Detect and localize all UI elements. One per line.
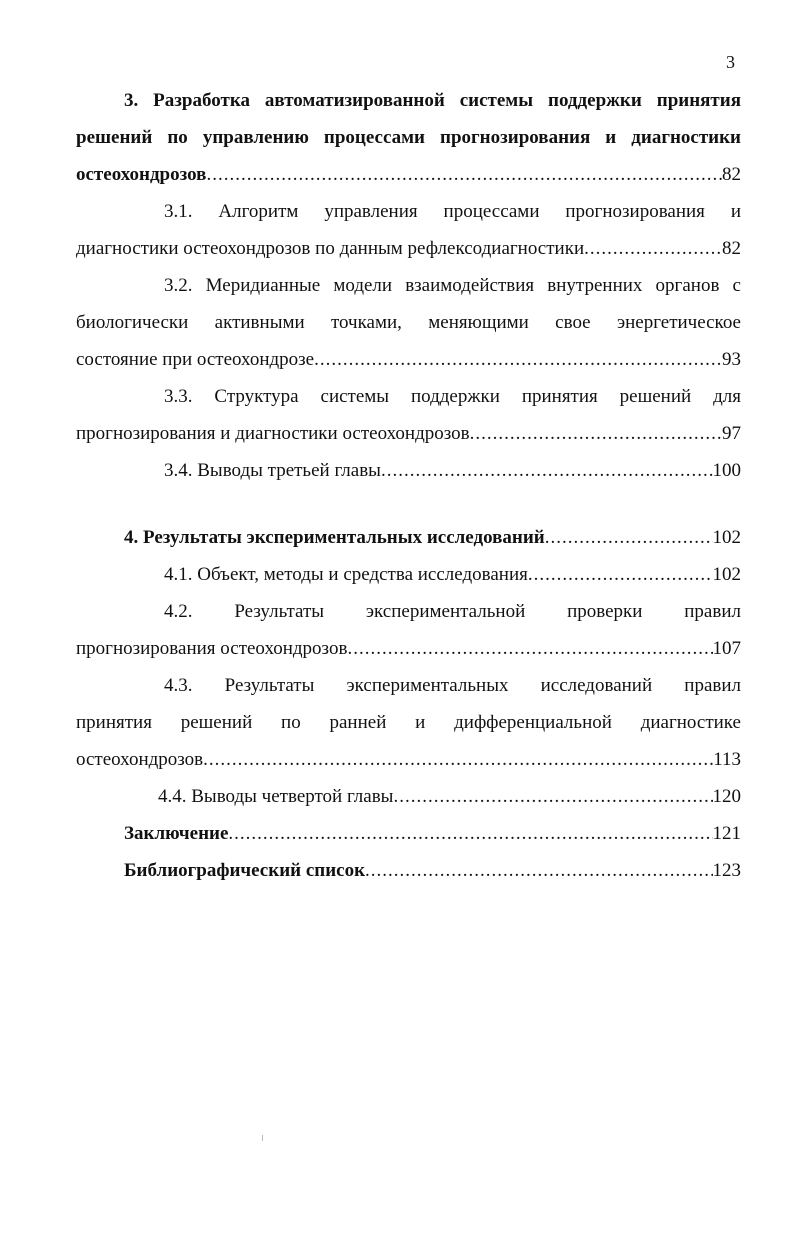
page-number: 3 xyxy=(726,52,735,72)
chapter-4-heading: 4. Результаты экспериментальных исследований xyxy=(124,527,545,548)
section-4-1-label: 4.1. Объект, методы и средства исследования xyxy=(164,564,528,585)
section-3-1-page: 82 xyxy=(722,238,741,259)
section-3-1-line-1: 3.1. Алгоритм управления процессами прогнозирования и xyxy=(164,201,741,222)
chapter-3-heading-entry xyxy=(76,156,741,193)
section-3-3-entry xyxy=(76,415,741,452)
section-3-3-line-1: 3.3. Структура системы поддержки принятия решений для xyxy=(164,386,741,407)
section-4-4-page: 120 xyxy=(712,786,741,807)
dot-leader xyxy=(365,852,712,889)
dot-leader xyxy=(206,156,722,193)
section-4-2-entry xyxy=(76,630,741,667)
section-3-2-line-2: биологически активными точками, меняющими свое энергетическое xyxy=(76,312,741,333)
dot-leader xyxy=(393,778,712,815)
section-3-4-page: 100 xyxy=(712,460,741,481)
dot-leader xyxy=(381,452,713,489)
section-3-2-line-1: 3.2. Меридианные модели взаимодействия внутренних органов с xyxy=(164,275,741,296)
section-3-4-label: 3.4. Выводы третьей главы xyxy=(164,460,381,481)
bibliography-entry xyxy=(76,852,741,889)
chapter-3-page: 82 xyxy=(722,164,741,185)
section-4-2-line-2: прогнозирования остеохондрозов xyxy=(76,638,348,659)
section-4-2-page: 107 xyxy=(712,638,741,659)
table-of-contents xyxy=(76,82,741,889)
section-3-3-line-2: прогнозирования и диагностики остеохондрозов xyxy=(76,423,470,444)
chapter-gap xyxy=(76,489,741,519)
section-4-4-label: 4.4. Выводы четвертой главы xyxy=(158,786,394,807)
section-3-2-page: 93 xyxy=(722,349,741,370)
section-4-2-line-1: 4.2. Результаты экспериментальной проверки правил xyxy=(164,601,741,622)
chapter-3-heading-line-2: решений по управлению процессами прогнозирования и диагностики xyxy=(76,127,741,148)
section-4-3-line-3: остеохондрозов xyxy=(76,749,204,770)
dot-leader xyxy=(347,630,712,667)
dot-leader xyxy=(584,230,722,267)
dot-leader xyxy=(228,815,712,852)
section-4-3-page: 113 xyxy=(713,749,741,770)
dot-leader xyxy=(528,556,713,593)
chapter-3-heading-line-3: остеохондрозов xyxy=(76,164,207,185)
scan-artifact xyxy=(262,1135,263,1141)
section-3-4-entry xyxy=(76,452,741,489)
dot-leader xyxy=(203,741,713,778)
dot-leader xyxy=(470,415,722,452)
chapter-4-heading-entry xyxy=(76,519,741,556)
section-4-1-entry xyxy=(76,556,741,593)
section-3-2-entry xyxy=(76,341,741,378)
section-4-4-entry xyxy=(76,778,741,815)
bibliography-page: 123 xyxy=(712,860,741,881)
bibliography-label: Библиографический список xyxy=(124,860,366,881)
chapter-3-heading-line-1: 3. Разработка автоматизированной системы поддержки принятия xyxy=(124,90,741,111)
dot-leader xyxy=(314,341,722,378)
section-4-3-line-2: принятия решений по ранней и дифференциальной диагностике xyxy=(76,712,741,733)
section-4-3-entry xyxy=(76,741,741,778)
section-4-1-page: 102 xyxy=(712,564,741,585)
conclusion-entry xyxy=(76,815,741,852)
chapter-4-page: 102 xyxy=(712,527,741,548)
dot-leader xyxy=(545,519,713,556)
section-3-3-page: 97 xyxy=(722,423,741,444)
conclusion-label: Заключение xyxy=(124,823,229,844)
section-3-1-line-2: диагностики остеохондрозов по данным рефлексодиагностики xyxy=(76,238,585,259)
section-3-2-line-3: состояние при остеохондрозе xyxy=(76,349,315,370)
section-3-1-entry xyxy=(76,230,741,267)
section-4-3-line-1: 4.3. Результаты экспериментальных исследований правил xyxy=(164,675,741,696)
conclusion-page: 121 xyxy=(712,823,741,844)
